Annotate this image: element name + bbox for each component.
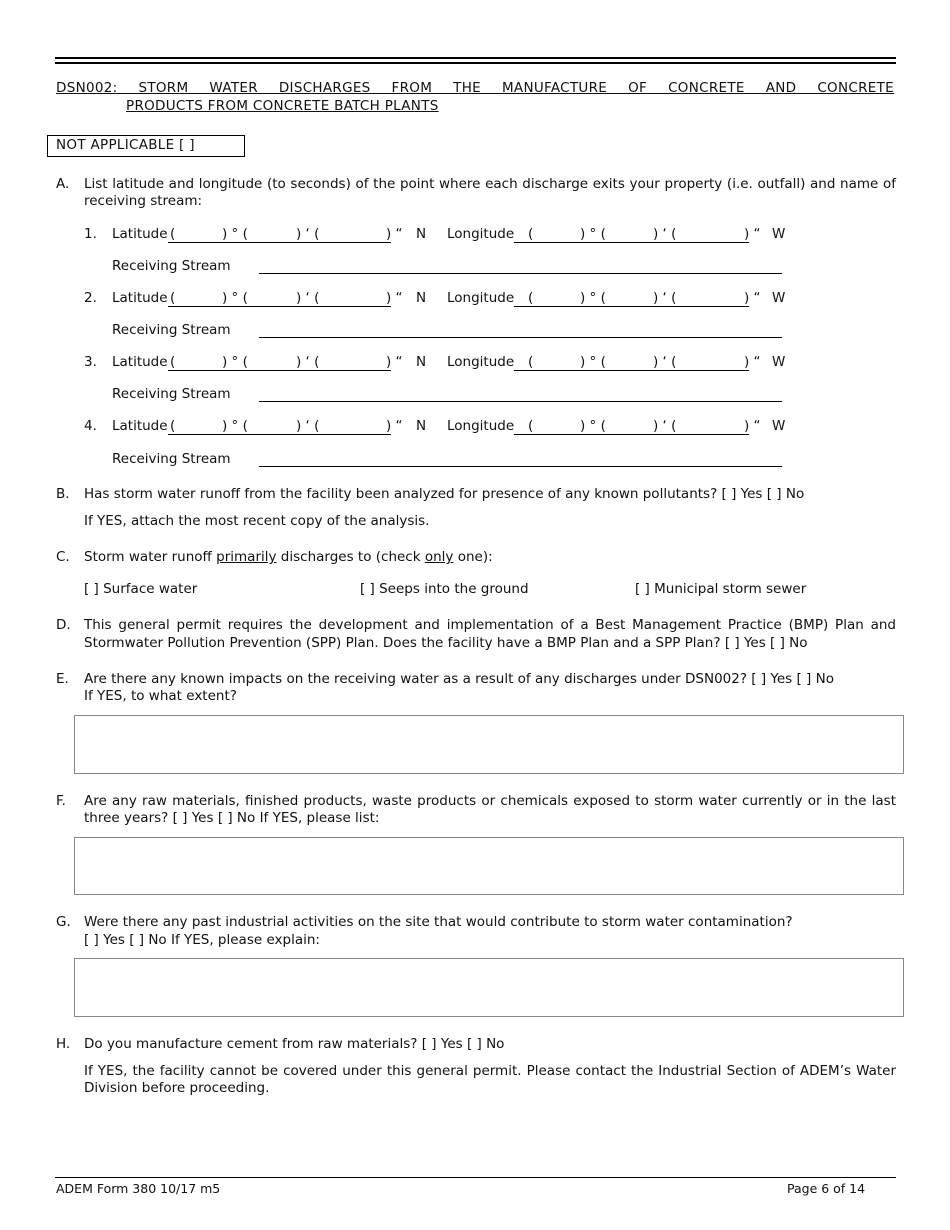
header-rule-bottom <box>55 62 896 64</box>
west-label: W <box>772 418 786 434</box>
latitude-deg: ) ° ( <box>222 226 248 242</box>
section-g-letter: G. <box>56 914 71 930</box>
section-e-letter: E. <box>56 671 69 687</box>
receiving-stream-label: Receiving Stream <box>112 322 231 338</box>
latitude-min: ) ‘ ( <box>296 226 320 242</box>
longitude-sec: ) “ <box>744 226 761 242</box>
longitude-deg: ) ° ( <box>580 418 606 434</box>
latitude-field[interactable] <box>168 306 391 307</box>
latitude-sec: ) “ <box>386 418 403 434</box>
latitude-sec: ) “ <box>386 290 403 306</box>
receiving-stream-label: Receiving Stream <box>112 386 231 402</box>
latitude-open: ( <box>170 418 176 434</box>
section-c-letter: C. <box>56 549 70 565</box>
section-h-letter: H. <box>56 1036 71 1052</box>
latitude-min: ) ‘ ( <box>296 418 320 434</box>
section-h-question[interactable]: Do you manufacture cement from raw materials? [ ] Yes [ ] No <box>84 1036 505 1052</box>
section-b-question[interactable]: Has storm water runoff from the facility been analyzed for presence of any known pollutants? [ ] Yes [ ] No <box>84 486 805 502</box>
latitude-label: Latitude <box>112 290 168 306</box>
west-label: W <box>772 290 786 306</box>
latitude-deg: ) ° ( <box>222 354 248 370</box>
section-b-letter: B. <box>56 486 70 502</box>
footer-rule <box>55 1177 896 1178</box>
west-label: W <box>772 354 786 370</box>
option-municipal-storm-sewer[interactable]: [ ] Municipal storm sewer <box>635 581 807 597</box>
longitude-sec: ) “ <box>744 418 761 434</box>
longitude-sec: ) “ <box>744 290 761 306</box>
receiving-stream-field[interactable] <box>259 337 782 338</box>
section-g-line2[interactable]: [ ] Yes [ ] No If YES, please explain: <box>84 932 320 948</box>
receiving-stream-label: Receiving Stream <box>112 451 231 467</box>
not-applicable-checkbox[interactable]: NOT APPLICABLE [ ] <box>47 135 245 157</box>
section-g-line1: Were there any past industrial activities on the site that would contribute to storm water contamination? <box>84 914 793 930</box>
row-number: 4. <box>84 418 97 434</box>
longitude-min: ) ‘ ( <box>653 226 677 242</box>
latitude-field[interactable] <box>168 242 391 243</box>
latitude-sec: ) “ <box>386 226 403 242</box>
header-rule-top <box>55 57 896 59</box>
row-number: 3. <box>84 354 97 370</box>
north-label: N <box>416 354 427 370</box>
section-d-line1: This general permit requires the development and implementation of a Best Management Practice (BMP) Plan and <box>84 617 896 633</box>
latitude-min: ) ‘ ( <box>296 290 320 306</box>
west-label: W <box>772 226 786 242</box>
receiving-stream-field[interactable] <box>259 401 782 402</box>
longitude-deg: ) ° ( <box>580 354 606 370</box>
section-b-note: If YES, attach the most recent copy of the analysis. <box>84 513 430 529</box>
longitude-label: Longitude <box>447 226 515 242</box>
longitude-min: ) ‘ ( <box>653 354 677 370</box>
receiving-stream-label: Receiving Stream <box>112 258 231 274</box>
north-label: N <box>416 290 427 306</box>
row-number: 2. <box>84 290 97 306</box>
section-f-line1: Are any raw materials, finished products, waste products or chemicals exposed to storm water currently or in the last <box>84 793 896 809</box>
latitude-open: ( <box>170 290 176 306</box>
longitude-field[interactable] <box>514 306 749 307</box>
latitude-field[interactable] <box>168 370 391 371</box>
longitude-open: ( <box>528 290 534 306</box>
section-f-line2[interactable]: three years? [ ] Yes [ ] No If YES, please list: <box>84 810 380 826</box>
north-label: N <box>416 226 427 242</box>
section-g-response-box[interactable] <box>74 958 904 1017</box>
footer-page-number: Page 6 of 14 <box>787 1181 866 1196</box>
latitude-open: ( <box>170 226 176 242</box>
section-heading-line1: DSN002: STORM WATER DISCHARGES FROM THE MANUFACTURE OF CONCRETE AND CONCRETE <box>56 80 894 96</box>
section-f-response-box[interactable] <box>74 837 904 895</box>
row-number: 1. <box>84 226 97 242</box>
latitude-label: Latitude <box>112 418 168 434</box>
section-d-letter: D. <box>56 617 71 633</box>
footer-form-number: ADEM Form 380 10/17 m5 <box>56 1181 221 1196</box>
latitude-field[interactable] <box>168 434 391 435</box>
longitude-deg: ) ° ( <box>580 226 606 242</box>
section-a-question: List latitude and longitude (to seconds) of the point where each discharge exits your property (i.e. outfall) and name of receiving stream: <box>84 176 896 209</box>
latitude-open: ( <box>170 354 176 370</box>
longitude-open: ( <box>528 354 534 370</box>
longitude-label: Longitude <box>447 290 515 306</box>
longitude-min: ) ‘ ( <box>653 418 677 434</box>
longitude-label: Longitude <box>447 354 515 370</box>
longitude-label: Longitude <box>447 418 515 434</box>
section-e-line1[interactable]: Are there any known impacts on the receiving water as a result of any discharges under DSN002? [ ] Yes [ ] No <box>84 671 834 687</box>
receiving-stream-field[interactable] <box>259 273 782 274</box>
latitude-min: ) ‘ ( <box>296 354 320 370</box>
longitude-field[interactable] <box>514 242 749 243</box>
section-a-letter: A. <box>56 176 70 192</box>
latitude-label: Latitude <box>112 354 168 370</box>
latitude-deg: ) ° ( <box>222 290 248 306</box>
longitude-open: ( <box>528 418 534 434</box>
section-e-response-box[interactable] <box>74 715 904 774</box>
longitude-deg: ) ° ( <box>580 290 606 306</box>
option-seeps-into-ground[interactable]: [ ] Seeps into the ground <box>360 581 529 597</box>
section-d-line2[interactable]: Stormwater Pollution Prevention (SPP) Plan. Does the facility have a BMP Plan and a SPP Plan? [ ] Yes [ ] No <box>84 635 808 651</box>
longitude-field[interactable] <box>514 370 749 371</box>
longitude-sec: ) “ <box>744 354 761 370</box>
option-surface-water[interactable]: [ ] Surface water <box>84 581 198 597</box>
longitude-field[interactable] <box>514 434 749 435</box>
longitude-min: ) ‘ ( <box>653 290 677 306</box>
section-heading-line2: PRODUCTS FROM CONCRETE BATCH PLANTS <box>126 98 439 114</box>
north-label: N <box>416 418 427 434</box>
section-f-letter: F. <box>56 793 66 809</box>
section-c-question: Storm water runoff primarily discharges to (check only one): <box>84 549 493 565</box>
section-h-note: If YES, the facility cannot be covered under this general permit. Please contact the Industrial Section of ADEM’s Water Division before proceeding. <box>84 1063 896 1096</box>
latitude-label: Latitude <box>112 226 168 242</box>
latitude-sec: ) “ <box>386 354 403 370</box>
longitude-open: ( <box>528 226 534 242</box>
section-e-line2: If YES, to what extent? <box>84 688 237 704</box>
receiving-stream-field[interactable] <box>259 466 782 467</box>
latitude-deg: ) ° ( <box>222 418 248 434</box>
